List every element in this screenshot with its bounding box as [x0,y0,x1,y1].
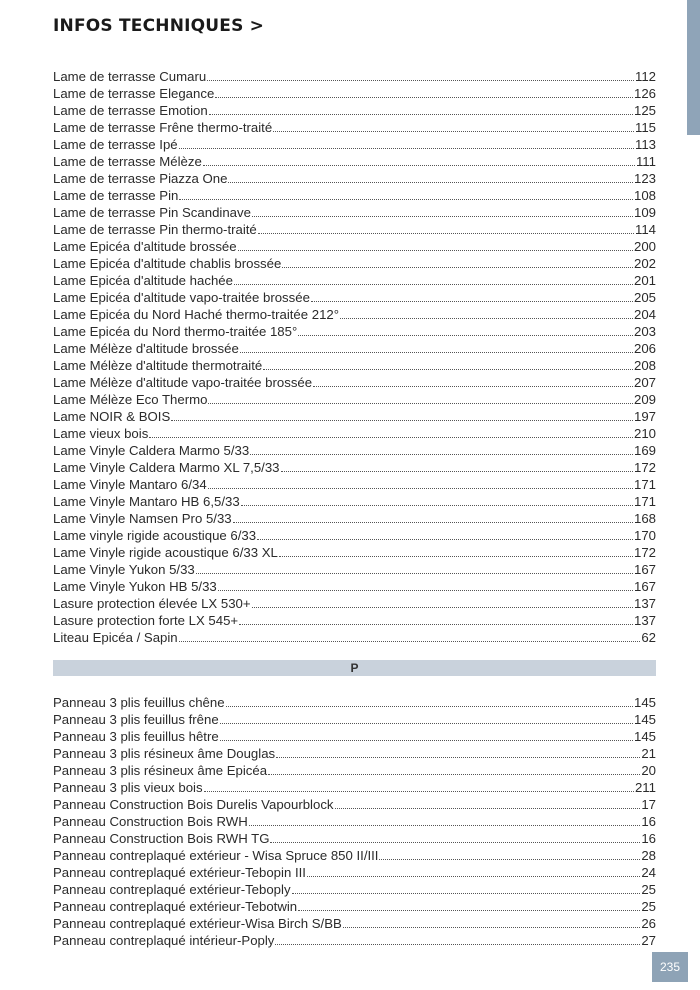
leader-dots [208,402,633,404]
index-entry[interactable] [53,68,656,85]
entry-label: Panneau contreplaqué extérieur-Teboply [53,882,291,897]
entry-label: Panneau 3 plis feuillus frêne [53,712,219,727]
index-entry[interactable] [53,915,656,932]
leader-dots [179,640,641,642]
entry-label: Lasure protection forte LX 545+ [53,613,239,628]
leader-dots [292,892,641,894]
entry-page: 25 [641,882,656,897]
leader-dots [250,453,633,455]
entry-label: Lame de terrasse Pin [53,188,179,203]
entry-page: 112 [634,69,656,84]
entry-label: Lame Mélèze d'altitude thermotraité [53,358,263,373]
entry-label: Lame Vinyle Caldera Marmo 5/33 [53,443,250,458]
leader-dots [228,181,633,183]
leader-dots [171,419,633,421]
leader-dots [275,943,640,945]
entry-page: 27 [641,933,656,948]
leader-dots [208,487,633,489]
entry-page: 207 [633,375,656,390]
index-entry[interactable] [53,561,656,578]
entry-page: 200 [633,239,656,254]
leader-dots [249,824,641,826]
index-list-l [53,68,656,646]
index-entry[interactable] [53,864,656,881]
entry-page: 170 [633,528,656,543]
entry-label: Liteau Epicéa / Sapin [53,630,178,645]
leader-dots [233,521,633,523]
index-entry[interactable] [53,779,656,796]
entry-page: 167 [633,562,656,577]
index-entry[interactable] [53,272,656,289]
entry-label: Panneau Construction Bois Durelis Vapourblock [53,797,334,812]
index-entry[interactable] [53,728,656,745]
entry-page: 145 [633,712,656,727]
index-entry[interactable] [53,595,656,612]
entry-label: Lame de terrasse Ipé [53,137,178,152]
leader-dots [220,739,633,741]
entry-label: Lame Epicéa d'altitude chablis brossée [53,256,282,271]
entry-page: 167 [633,579,656,594]
entry-page: 172 [633,545,656,560]
entry-page: 197 [633,409,656,424]
leader-dots [252,215,633,217]
entry-label: Lame NOIR & BOIS [53,409,171,424]
index-entry[interactable] [53,204,656,221]
index-entry[interactable] [53,408,656,425]
index-entry[interactable] [53,847,656,864]
entry-page: 28 [641,848,656,863]
index-entry[interactable] [53,153,656,170]
entry-label: Lame de terrasse Cumaru [53,69,207,84]
entry-label: Panneau 3 plis feuillus hêtre [53,729,219,744]
entry-label: Lame de terrasse Piazza One [53,171,228,186]
entry-page: 205 [633,290,656,305]
index-entry[interactable] [53,830,656,847]
entry-label: Lame Vinyle Namsen Pro 5/33 [53,511,232,526]
entry-page: 113 [634,137,656,152]
entry-page: 21 [641,746,656,761]
index-entry[interactable] [53,221,656,238]
entry-page: 209 [633,392,656,407]
index-entry[interactable] [53,578,656,595]
section-header-p: P [53,660,656,676]
entry-page: 204 [633,307,656,322]
index-entry[interactable] [53,374,656,391]
index-entry[interactable] [53,170,656,187]
entry-label: Panneau 3 plis résineux âme Epicéa [53,763,268,778]
index-entry[interactable] [53,136,656,153]
entry-page: 137 [633,596,656,611]
entry-page: 145 [633,729,656,744]
entry-page: 17 [641,797,656,812]
entry-page: 137 [633,613,656,628]
entry-label: Lame de terrasse Emotion [53,103,208,118]
entry-page: 210 [633,426,656,441]
index-entry[interactable] [53,881,656,898]
leader-dots [311,300,633,302]
index-entry[interactable] [53,612,656,629]
index-entry[interactable] [53,442,656,459]
entry-page: 125 [633,103,656,118]
index-entry[interactable] [53,323,656,340]
leader-dots [204,790,634,792]
entry-label: Lame Vinyle Yukon 5/33 [53,562,195,577]
leader-dots [238,249,633,251]
entry-label: Lame de terrasse Pin Scandinave [53,205,251,220]
index-entry[interactable] [53,119,656,136]
index-entry[interactable] [53,391,656,408]
leader-dots [240,351,633,353]
entry-page: 114 [634,222,656,237]
entry-page: 206 [633,341,656,356]
entry-label: Lame de terrasse Frêne thermo-traité [53,120,273,135]
entry-label: Lame Vinyle rigide acoustique 6/33 XL [53,545,278,560]
index-entry[interactable] [53,694,656,711]
leader-dots [258,232,634,234]
entry-page: 171 [633,494,656,509]
leader-dots [335,807,641,809]
leader-dots [340,317,633,319]
index-entry[interactable] [53,459,656,476]
entry-page: 171 [633,477,656,492]
leader-dots [218,589,633,591]
index-entry[interactable] [53,745,656,762]
entry-page: 208 [633,358,656,373]
leader-dots [179,198,633,200]
leader-dots [234,283,633,285]
entry-page: 115 [634,120,656,135]
entry-label: Lame Mélèze Eco Thermo [53,392,208,407]
index-entry[interactable] [53,796,656,813]
leader-dots [273,130,634,132]
entry-label: Panneau 3 plis vieux bois [53,780,203,795]
entry-label: Lame Epicéa du Nord Haché thermo-traitée 212° [53,307,340,322]
leader-dots [270,841,640,843]
entry-page: 203 [633,324,656,339]
entry-label: Panneau Construction Bois RWH TG [53,831,270,846]
entry-page: 62 [641,630,656,645]
entry-page: 201 [633,273,656,288]
entry-label: Lame de terrasse Pin thermo-traité [53,222,257,237]
entry-label: Panneau contreplaqué extérieur-Tebopin III [53,865,306,880]
index-entry[interactable] [53,510,656,527]
entry-label: Lame Mélèze d'altitude brossée [53,341,239,356]
leader-dots [268,773,640,775]
entry-label: Panneau Construction Bois RWH [53,814,248,829]
entry-label: Lame Mélèze d'altitude vapo-traitée brossée [53,375,313,390]
entry-page: 111 [635,154,656,169]
index-entry[interactable] [53,493,656,510]
leader-dots [215,96,633,98]
leader-dots [276,756,640,758]
leader-dots [196,572,633,574]
entry-page: 20 [641,763,656,778]
entry-label: Panneau contreplaqué extérieur-Tebotwin [53,899,298,914]
entry-page: 126 [633,86,656,101]
entry-page: 211 [634,780,656,795]
entry-label: Lasure protection élevée LX 530+ [53,596,251,611]
side-tab-marker [687,0,700,135]
leader-dots [239,623,633,625]
entry-label: Lame vinyle rigide acoustique 6/33 [53,528,257,543]
leader-dots [179,147,634,149]
entry-label: Lame de terrasse Mélèze [53,154,202,169]
index-entry[interactable] [53,289,656,306]
leader-dots [257,538,633,540]
entry-page: 16 [641,831,656,846]
entry-page: 25 [641,899,656,914]
entry-page: 108 [633,188,656,203]
index-entry[interactable] [53,932,656,949]
page-number-badge: 235 [652,952,688,982]
index-entry[interactable] [53,527,656,544]
index-entry[interactable] [53,711,656,728]
index-entry[interactable] [53,85,656,102]
index-list-p [53,694,656,949]
entry-label: Lame Epicéa d'altitude brossée [53,239,237,254]
leader-dots [307,875,640,877]
leader-dots [220,722,633,724]
entry-page: 172 [633,460,656,475]
leader-dots [379,858,640,860]
index-entry[interactable] [53,544,656,561]
leader-dots [313,385,633,387]
index-entry[interactable] [53,306,656,323]
index-entry[interactable] [53,187,656,204]
entry-label: Panneau contreplaqué extérieur - Wisa Spruce 850 II/III [53,848,379,863]
index-entry[interactable] [53,238,656,255]
entry-page: 169 [633,443,656,458]
leader-dots [252,606,633,608]
index-entry[interactable] [53,357,656,374]
leader-dots [209,113,633,115]
entry-page: 202 [633,256,656,271]
leader-dots [226,705,633,707]
leader-dots [298,334,633,336]
index-entry[interactable] [53,340,656,357]
leader-dots [263,368,633,370]
entry-label: Panneau contreplaqué extérieur-Wisa Birch S/BB [53,916,342,931]
entry-label: Lame Vinyle Caldera Marmo XL 7,5/33 [53,460,280,475]
entry-page: 109 [633,205,656,220]
leader-dots [298,909,640,911]
entry-page: 123 [633,171,656,186]
entry-page: 16 [641,814,656,829]
entry-label: Panneau 3 plis résineux âme Douglas [53,746,276,761]
index-entry[interactable] [53,629,656,646]
entry-label: Lame vieux bois [53,426,149,441]
entry-label: Lame Vinyle Mantaro 6/34 [53,477,207,492]
index-entry[interactable] [53,813,656,830]
entry-label: Panneau contreplaqué intérieur-Poply [53,933,275,948]
leader-dots [149,436,633,438]
entry-label: Lame Vinyle Yukon HB 5/33 [53,579,217,594]
entry-label: Lame de terrasse Elegance [53,86,215,101]
leader-dots [207,79,634,81]
index-entry[interactable] [53,898,656,915]
entry-label: Panneau 3 plis feuillus chêne [53,695,225,710]
entry-label: Lame Epicéa du Nord thermo-traitée 185° [53,324,298,339]
leader-dots [282,266,633,268]
entry-page: 145 [633,695,656,710]
index-entry[interactable] [53,102,656,119]
leader-dots [281,470,633,472]
entry-label: Lame Epicéa d'altitude vapo-traitée brossée [53,290,310,305]
entry-page: 168 [633,511,656,526]
index-entry[interactable] [53,476,656,493]
entry-page: 26 [641,916,656,931]
page-heading: INFOS TECHNIQUES > [53,16,265,36]
leader-dots [241,504,633,506]
entry-label: Lame Epicéa d'altitude hachée [53,273,233,288]
index-entry[interactable] [53,425,656,442]
leader-dots [203,164,635,166]
leader-dots [343,926,641,928]
entry-page: 24 [641,865,656,880]
index-entry[interactable] [53,255,656,272]
index-entry[interactable] [53,762,656,779]
entry-label: Lame Vinyle Mantaro HB 6,5/33 [53,494,240,509]
leader-dots [279,555,633,557]
